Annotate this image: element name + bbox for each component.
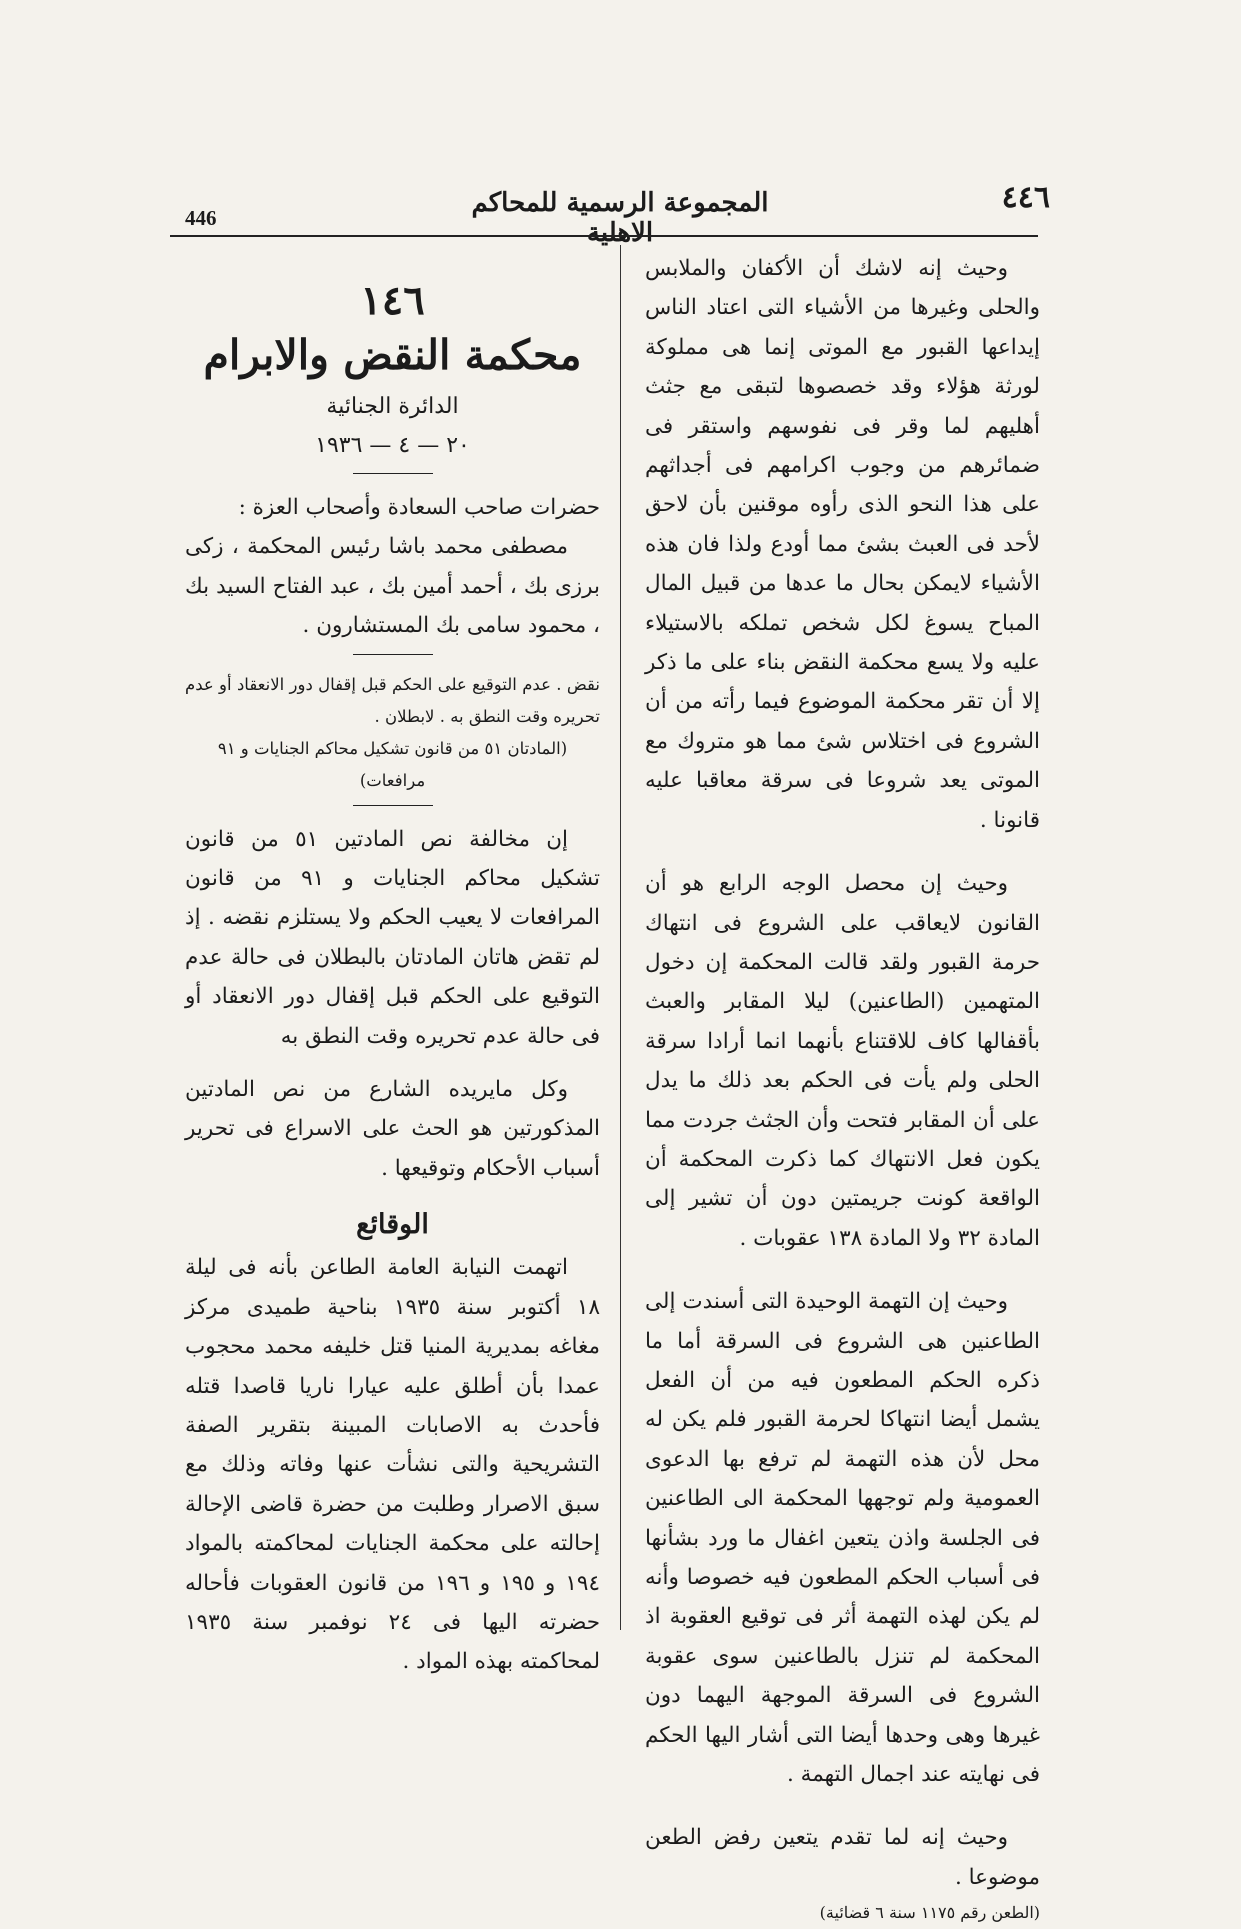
principle-paragraph-1: إن مخالفة نص المادتين ٥١ من قانون تشكيل محاكم الجنايات و ٩١ من قانون المرافعات لا يعيب الحكم ولا يستلزم نقضه . إذ لم تقض هاتان المادتان بالبطلان فى حالة عدم التوقيع على الحكم قبل إقفال دور الانعقاد أو فى حالة عدم تحريره وقت النطق به <box>185 826 600 1049</box>
paragraph-single-charge: وحيث إن التهمة الوحيدة التى أسندت إلى الطاعنين هى الشروع فى السرقة أما ما ذكره الحكم المطعون فيه من أن الفعل يشمل أيضا انتهاكا لحرمة القبور فلم يكن له محل لأن هذه التهمة لم ترفع بها الدعوى العمومية ولم توجهها المحكمة الى الطاعنين فى الجلسة واذن يتعين اغفال ما ورد بشأنها فى أسباب الحكم المطعون فيه خصوصا وأنه لم يكن لهذه التهمة أثر فى توقيع العقوبة اذ المحكمة لم تنزل بالطاعنين سوى عقوبة الشروع فى السرقة الموجهة اليهما دون غيرها وهى وحدها أيضا التى أشار اليها الحكم فى نهايته عند اجمال التهمة . <box>645 1289 1040 1788</box>
page-number-latin: 446 <box>185 206 217 230</box>
paragraph-fourth-ground: وحيث إن محصل الوجه الرابع هو أن القانون لايعاقب على الشروع فى انتهاك حرمة القبور ولقد قالت المحكمة إن دخول المتهمين (الطاعنين) ليلا المقابر والعبث بأقفالها كاف للاقتناع بأنهما انما أرادا سرقة الحلى ولم يأت فى الحكم بعد ذلك ما يدل على أن المقابر فتحت وأن الجثث جردت مما يكون فعل الانتهاك كما ذكرت المحكمة أن الواقعة كونت جريمتين دون أن تشير إلى المادة ٣٢ ولا المادة ١٣٨ عقوبات . <box>645 871 1040 1251</box>
court-name: محكمة النقض والابرام <box>203 331 582 379</box>
summary-articles: (المادتان ٥١ من قانون تشكيل محاكم الجنايات و ٩١ مرافعات) <box>217 738 568 790</box>
summary-rule <box>353 805 433 806</box>
facts-paragraph: اتهمت النيابة العامة الطاعن بأنه فى ليلة ١٨ أكتوبر سنة ١٩٣٥ بناحية طميدى مركز مغاغه بمديرية المنيا قتل خليفه محمد محجوب عمدا بأن أطلق عليه عيارا ناريا قاصدا قتله فأحدث به الاصابات المبينة بتقرير الصفة التشريحية والتى نشأت عنها وفاته وذلك مع سبق الاصرار وطلبت من حضرة قاضى الإحالة إحالته على محكمة الجنايات لمحاكمته بالمواد ١٩٤ و ١٩٥ و ١٩٦ من قانون العقوبات فأحاله حضرته اليها فى ٢٤ نوفمبر سنة ١٩٣٥ لمحاكمته بهذه المواد . <box>185 1255 601 1675</box>
bench-intro: حضرات صاحب السعادة وأصحاب العزة : <box>238 495 600 520</box>
case-date: ٢٠ — ٤ — ١٩٣٦ <box>315 433 470 458</box>
facts-heading: الوقائع <box>356 1209 429 1241</box>
page-number-arabic: ٤٤٦ <box>1001 180 1050 215</box>
paragraph-antiquities-ownership: وحيث إنه لاشك أن الأكفان والملابس والحلى وغيرها من الأشياء التى اعتاد الناس إيداعها القبور مع الموتى إنما هى مملوكة لورثة هؤلاء وقد خصصوها لتبقى مع جثث أهليهم لما وقر فى نفوسهم واستقر فى ضمائرهم من وجوب اكرامهم فى أجداثهم على هذا النحو الذى رأوه موقنين بأن لاحق لأحد فى العبث بشئ مما أودع ولذا فان هذه الأشياء لايمكن بحال ما عدها من قبيل المال المباح يسوغ لكل شخص تملكه بالاستيلاء عليه ولا يسع محكمة النقض بناء على ما ذكر إلا أن تقر محكمة الموضوع فيما رأته من أن الشروع فى اختلاس شئ مما هو متروك مع الموتى يعد شروعا فى سرقة معاقبا عليه قانونا . <box>645 256 1040 833</box>
journal-title: المجموعة الرسمية للمحاكم الاهلية <box>471 188 769 248</box>
case-number: ١٤٦ <box>360 277 425 324</box>
column-divider <box>620 245 621 1630</box>
bench-rule <box>353 654 433 655</box>
left-column <box>185 273 600 1682</box>
principle-paragraph-2: وكل مايريده الشارع من نص المادتين المذكورتين هو الحث على الاسراع فى تحرير أسباب الأحكام وتوقيعها . <box>185 1077 600 1181</box>
right-column <box>645 249 1040 1929</box>
bench-members: مصطفى محمد باشا رئيس المحكمة ، زكى برزى بك ، أحمد أمين بك ، عبد الفتاح السيد بك ، محمود سامى بك المستشارون . <box>185 534 600 639</box>
date-rule <box>353 473 433 474</box>
paragraph-conclusion: وحيث إنه لما تقدم يتعين رفض الطعن موضوعا . <box>645 1825 1040 1890</box>
case-summary: نقض . عدم التوقيع على الحكم قبل إقفال دور الانعقاد أو عدم تحريره وقت النطق به . لابطلان . <box>185 674 600 726</box>
appeal-reference: (الطعن رقم ١١٧٥ سنة ٦ قضائية) <box>819 1903 1040 1923</box>
header-rule <box>170 235 1038 237</box>
chamber-name: الدائرة الجنائية <box>326 394 459 419</box>
